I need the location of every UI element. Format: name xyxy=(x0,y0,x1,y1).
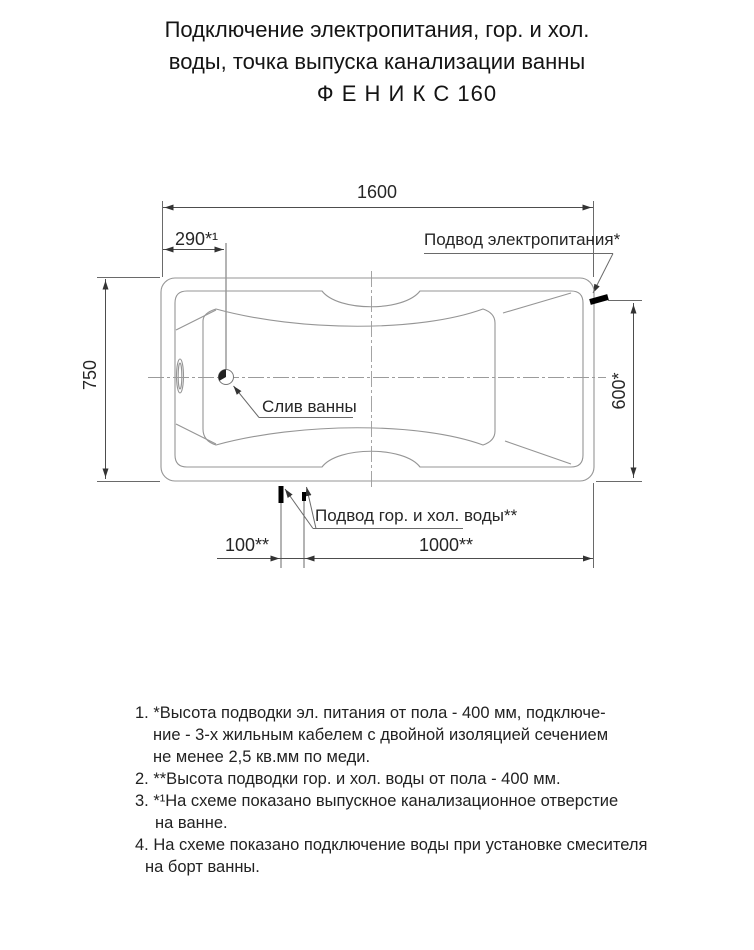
dim-width-label: 750 xyxy=(79,359,100,391)
bathtub-rim xyxy=(175,291,583,467)
note-line: 2. **Высота подводки гор. и хол. воды от пола - 400 мм. xyxy=(135,770,561,788)
title-line-2: воды, точка выпуска канализации ванны xyxy=(168,49,586,74)
power-supply-label: Подвод электропитания* xyxy=(424,230,621,249)
overflow-detail xyxy=(177,359,184,393)
notes-block xyxy=(135,702,695,878)
dim-drain-offset-label: 290*¹ xyxy=(175,229,219,249)
overflow-detail-inner xyxy=(178,363,182,389)
note-line: не менее 2,5 кв.мм по меди. xyxy=(153,748,371,766)
dim-power-height-label: 600* xyxy=(608,372,629,410)
note-line: 4. На схеме показано подключение воды при установке смесителя xyxy=(135,836,648,854)
water-supply-label: Подвод гор. и хол. воды** xyxy=(315,506,518,525)
water-connection-marks xyxy=(281,486,304,503)
centerlines xyxy=(148,271,606,489)
title-line-1: Подключение электропитания, гор. и хол. xyxy=(164,17,590,42)
note-line: ние - 3-х жильным кабелем с двойной изоляцией сечением xyxy=(153,726,609,744)
leader-lines xyxy=(234,254,614,529)
corner-slope-lines xyxy=(176,293,571,464)
drain-hole xyxy=(218,369,233,384)
note-line: на борт ванны. xyxy=(145,858,260,876)
title-line-3: Ф Е Н И К С 160 xyxy=(316,81,498,106)
dim-water-span-label: 1000** xyxy=(418,535,474,555)
dim-water-offset-label: 100** xyxy=(224,535,270,555)
page-title xyxy=(0,14,754,110)
note-line: на ванне. xyxy=(155,814,228,832)
dim-length-label: 1600 xyxy=(356,182,398,202)
power-connection-mark xyxy=(590,297,608,302)
bathtub-floor xyxy=(203,309,495,445)
note-line: 1. *Высота подводки эл. питания от пола - 400 мм, подключе- xyxy=(135,704,606,722)
note-line: 3. *¹На схеме показано выпускное канализационное отверстие xyxy=(135,792,619,810)
drain-label: Слив ванны xyxy=(262,397,357,416)
